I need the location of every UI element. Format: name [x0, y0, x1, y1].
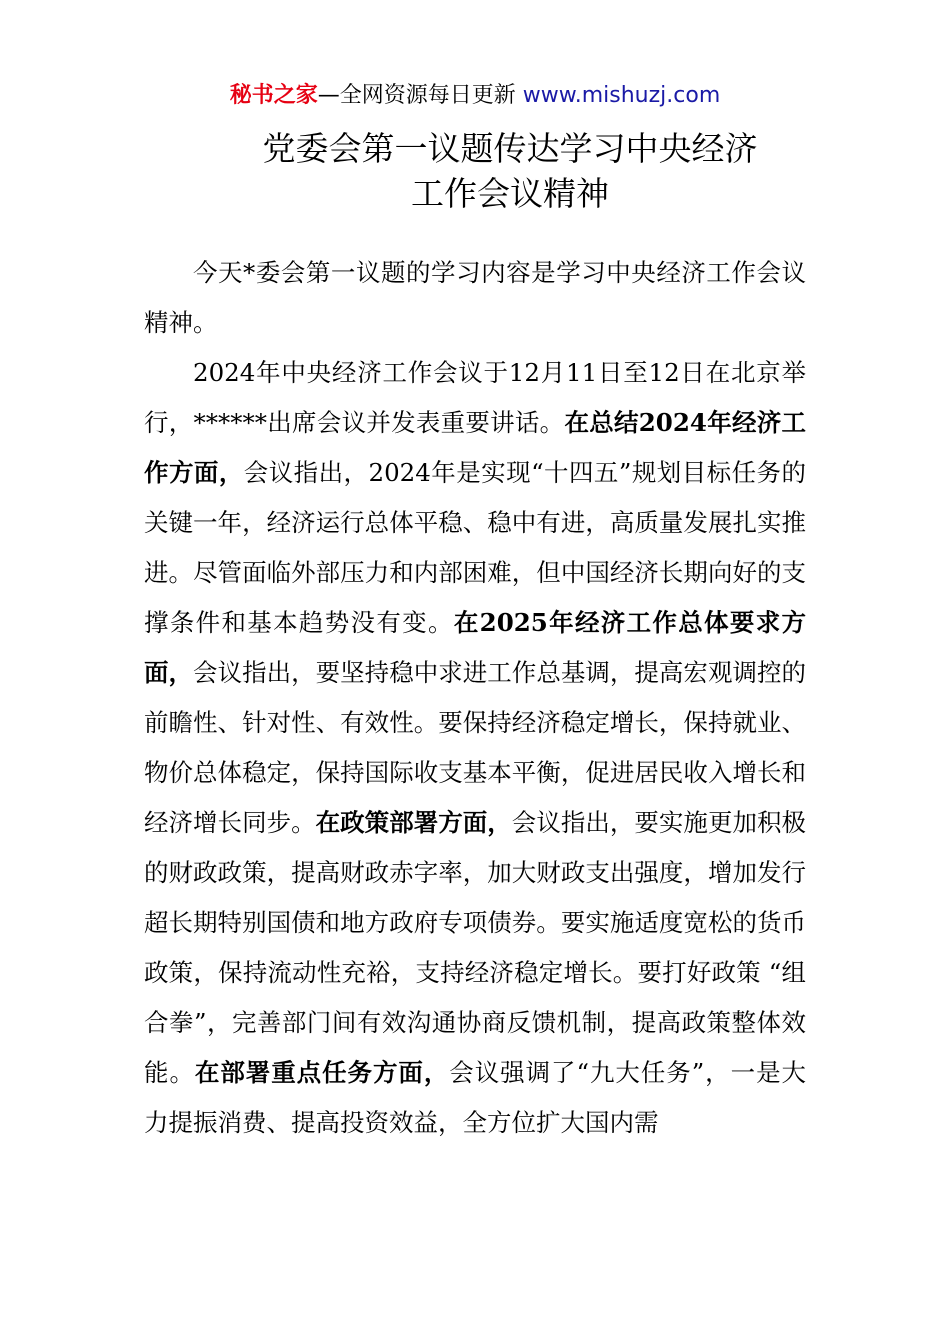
paragraph-text: 会议指出，要实施更加积极的财政政策，提高财政赤字率，加大财政支出强度，增加发行超长期特别国债和地方政府专项债券。要实施适度宽松的货币政策，保持流动性充裕，支持经济稳定增长。要打好政策 “组合拳”，完善部门间有效沟通协商反馈机制，提高政策整体效能。: [144, 808, 807, 1087]
site-tagline: —全网资源每日更新: [317, 83, 523, 108]
site-url-link[interactable]: www.mishuzj.com: [522, 83, 721, 108]
section-heading-policy: 在政策部署方面，: [315, 808, 512, 837]
site-brand: 秘书之家: [229, 83, 318, 108]
title-line-1: 党委会第一议题传达学习中央经济: [262, 129, 758, 168]
site-banner: [0, 80, 950, 112]
section-heading-2024-review: 在总结2024年经济工作方面，: [144, 408, 806, 487]
paragraph-text: 今天*委会第一议题的学习内容是学习中央经济工作会议精神。: [144, 258, 806, 337]
section-heading-2025-requirements: 在2025年经济工作总体要求方面，: [144, 608, 807, 687]
paragraph-intro: [144, 248, 806, 348]
document-title: [0, 126, 950, 216]
paragraph-meeting-summary: [144, 348, 806, 1148]
paragraph-text: 会议指出，要坚持稳中求进工作总基调，提高宏观调控的前瞻性、针对性、有效性。要保持经济稳定增长，保持就业、物价总体稳定，保持国际收支基本平衡，促进居民收入增长和经济增长同步。: [144, 658, 807, 837]
document-body: [144, 248, 806, 1148]
title-line-2: 工作会议精神: [411, 174, 609, 213]
section-heading-key-tasks: 在部署重点任务方面，: [194, 1058, 450, 1087]
paragraph-text: 会议指出，2024年是实现“十四五”规划目标任务的关键一年，经济运行总体平稳、稳中有进，高质量发展扎实推进。尽管面临外部压力和内部困难，但中国经济长期向好的支撑条件和基本趋势没有变。: [144, 458, 806, 637]
paragraph-text: 2024年中央经济工作会议于12月11日至12日在北京举行，******出席会议并发表重要讲话。: [144, 358, 806, 437]
paragraph-text: 会议强调了“九大任务”，一是大力提振消费、提高投资效益，全方位扩大国内需: [144, 1058, 807, 1137]
